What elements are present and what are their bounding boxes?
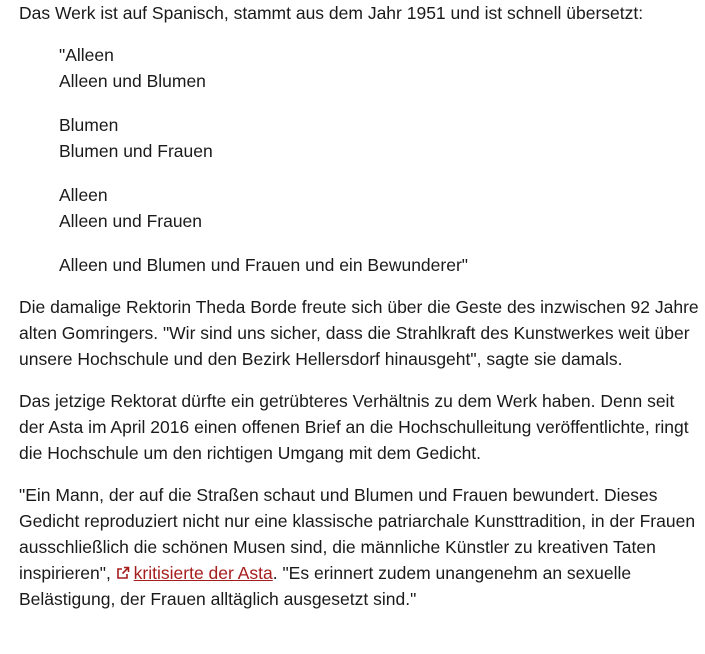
poem-line: Alleen und Frauen: [59, 211, 203, 231]
poem-stanza: [59, 182, 699, 234]
paragraph-rektorat: Das jetzige Rektorat dürfte ein getrübteres Verhältnis zu dem Werk haben. Denn seit der Asta im April 2016 einen offenen Brief an die Hochschulleitung veröffentlichte, ringt die Hochschule um den richtigen Umgang mit dem Gedicht.: [19, 391, 689, 463]
link-label: kritisierte der Asta: [133, 563, 273, 583]
article-body: [19, 0, 699, 628]
poem-line: Blumen: [59, 115, 119, 135]
poem-line: Blumen und Frauen: [59, 141, 213, 161]
external-link-asta[interactable]: [116, 563, 273, 583]
paragraph-rektorin: Die damalige Rektorin Theda Borde freute sich über die Geste des inzwischen 92 Jahre alten Gomringers. "Wir sind uns sicher, dass die Strahlkraft des Kunstwerkes weit über unsere Hochschule und den Bezirk Hellersdorf hinausgeht", sagte sie damals.: [19, 297, 699, 369]
poem-line: Alleen: [59, 185, 108, 205]
poem-stanza: [59, 112, 699, 164]
poem-line: Alleen und Blumen und Frauen und ein Bewunderer": [59, 255, 468, 275]
poem-block: [59, 42, 699, 278]
poem-stanza: [59, 252, 699, 278]
poem-stanza: [59, 42, 699, 94]
quote-text-before: "Ein Mann, der auf die Straßen schaut und Blumen und Frauen bewundert. Dieses Gedicht reproduziert nicht nur eine klassische patriarchale Kunsttradition, in der Frauen ausschließlich die schönen Musen sind, die männliche Künstler zu kreativen Taten inspirieren",: [19, 485, 696, 583]
quote-text-after: . "Es erinnert zudem unangenehm an sexuelle Belästigung, der Frauen alltäglich ausgesetzt sind.": [19, 563, 632, 609]
paragraph-asta-quote: [19, 482, 699, 612]
external-link-icon: [116, 566, 130, 580]
poem-line: "Alleen: [59, 45, 114, 65]
intro-paragraph: Das Werk ist auf Spanisch, stammt aus dem Jahr 1951 und ist schnell übersetzt:: [19, 3, 644, 23]
poem-line: Alleen und Blumen: [59, 71, 206, 91]
